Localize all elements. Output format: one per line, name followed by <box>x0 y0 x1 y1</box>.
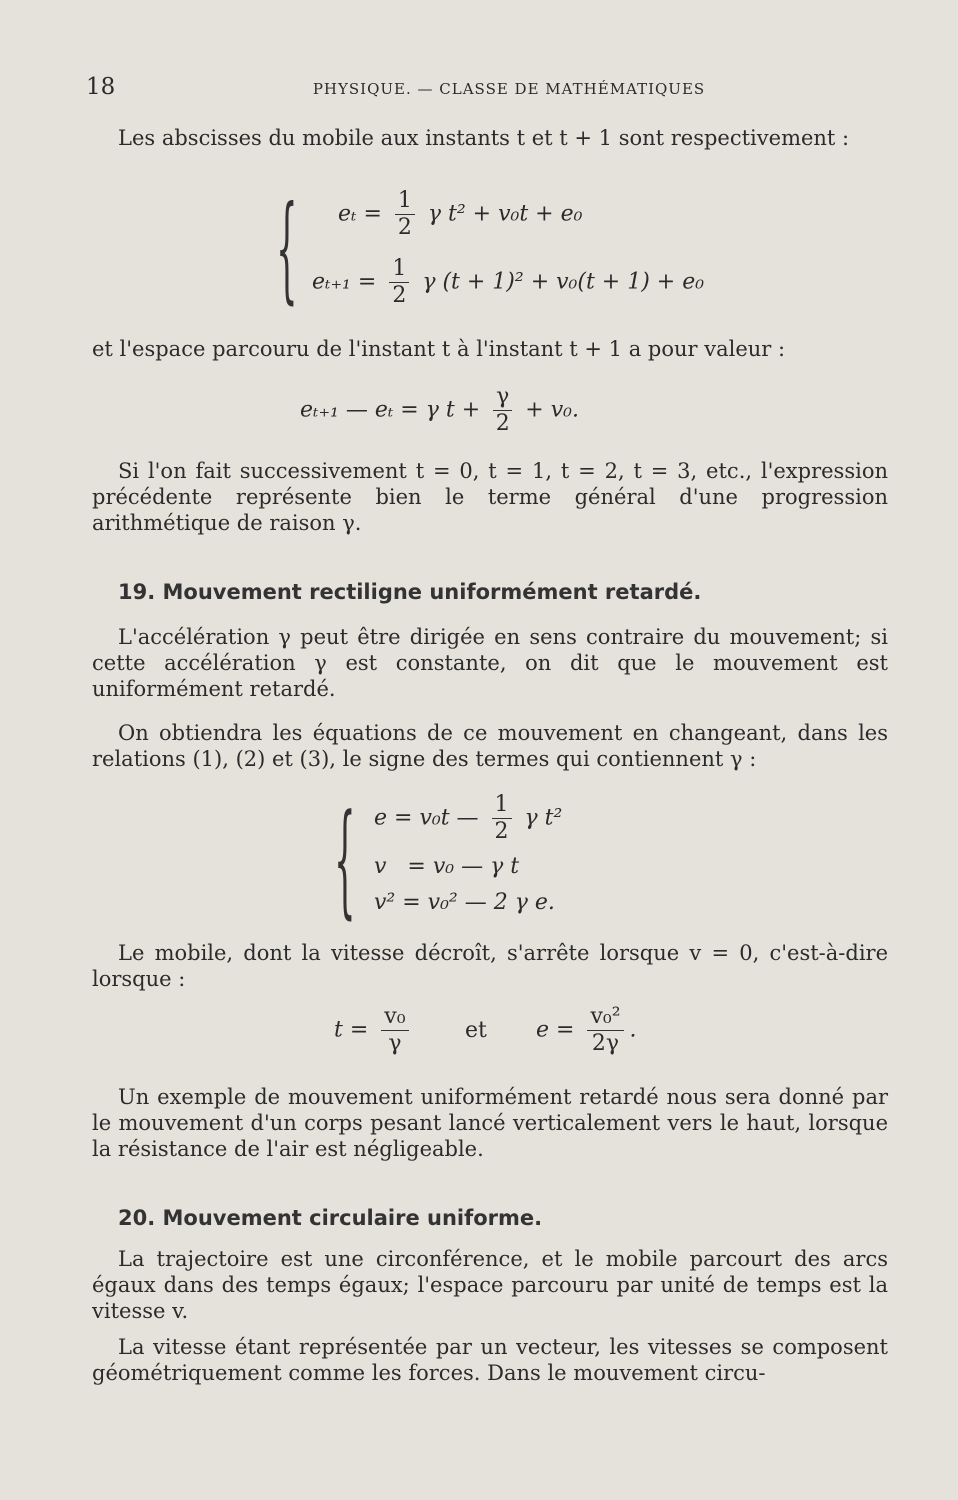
section-20-para-1: La trajectoire est une circonférence, et le mobile parcourt des arcs égaux dans des temps égaux; l'espace parcouru par unité de temps est la vitesse v. <box>92 1247 888 1323</box>
equation-stop-time <box>334 1004 415 1057</box>
stop-e-fraction <box>587 1004 623 1057</box>
section-19-heading: 19. Mouvement rectiligne uniformément retardé. <box>118 580 702 604</box>
equation-stop-distance <box>536 1004 637 1057</box>
eq1-frac-num: 1 <box>395 188 415 215</box>
intro-paragraph: Les abscisses du mobile aux instants t et t + 1 sont respectivement : <box>118 126 850 150</box>
progression-paragraph: Si l'on fait successivement t = 0, t = 1, t = 2, t = 3, etc., l'expression précédente représente bien le terme général d'une progression arithmétique de raison γ. <box>92 459 888 535</box>
stop-t-lhs: t = <box>334 1017 369 1043</box>
diff-frac-den: 2 <box>495 411 510 436</box>
eq2-fraction <box>389 256 409 309</box>
section-19-para-1: L'accélération γ peut être dirigée en sens contraire du mouvement; si cette accélération γ est constante, on dit que le mouvement est uniformément retardé. <box>92 625 888 701</box>
equation-v2-retarded: v² = v₀² — 2 γ e. <box>374 890 555 915</box>
stop-e-den: 2γ <box>591 1031 620 1056</box>
section-20-para-2: La vitesse étant représentée par un vecteur, les vitesses se composent géométriquement comme les forces. Dans le mouvement circu- <box>92 1335 888 1385</box>
sys-eq1-frac-den: 2 <box>494 819 509 844</box>
stop-e-num: v₀² <box>587 1004 623 1031</box>
diff-frac-num: γ <box>493 384 512 411</box>
equation-difference <box>300 384 579 437</box>
equation-et <box>338 188 582 241</box>
eq1-lhs: eₜ = <box>338 201 382 227</box>
section-19-para-2: On obtiendra les équations de ce mouvement en changeant, dans les relations (1), (2) et (3), le signe des termes qui contiennent γ : <box>92 721 888 771</box>
sys-eq1-frac-num: 1 <box>492 792 512 819</box>
diff-rhs: + v₀. <box>525 397 579 423</box>
eq1-frac-den: 2 <box>397 215 412 240</box>
equation-et-plus-1 <box>312 256 704 309</box>
section-20-heading: 20. Mouvement circulaire uniforme. <box>118 1206 543 1230</box>
equation-v-retarded: v = v₀ — γ t <box>374 854 520 879</box>
stop-conjunction: et <box>465 1018 487 1043</box>
eq1-fraction <box>395 188 415 241</box>
diff-fraction <box>493 384 512 437</box>
eq1-rhs: γ t² + v₀t + e₀ <box>427 201 583 227</box>
page-number: 18 <box>86 74 116 100</box>
stop-e-end: . <box>629 1017 637 1043</box>
section-19-para-4: Un exemple de mouvement uniformément retardé nous sera donné par le mouvement d'un corps pesant lancé verticalement vers le haut, lorsque la résistance de l'air est négligeable. <box>92 1085 888 1161</box>
equation-e-retarded <box>374 792 562 845</box>
diff-lhs: eₜ₊₁ — eₜ = γ t + <box>300 397 481 423</box>
space-paragraph: et l'espace parcouru de l'instant t à l'instant t + 1 a pour valeur : <box>92 337 786 361</box>
eq2-rhs: γ (t + 1)² + v₀(t + 1) + e₀ <box>422 269 705 295</box>
section-19-para-3: Le mobile, dont la vitesse décroît, s'arrête lorsque v = 0, c'est-à-dire lorsque : <box>92 941 888 991</box>
eq2-frac-num: 1 <box>389 256 409 283</box>
eq2-lhs: eₜ₊₁ = <box>312 269 377 295</box>
stop-e-lhs: e = <box>536 1017 575 1043</box>
stop-t-den: γ <box>388 1031 402 1056</box>
running-title: PHYSIQUE. — CLASSE DE MATHÉMATIQUES <box>312 80 706 98</box>
eq2-frac-den: 2 <box>392 283 407 308</box>
left-brace-2: { <box>334 790 356 934</box>
sys-eq1-rhs: γ t² <box>524 805 563 831</box>
sys-eq1-lhs: e = v₀t — <box>374 805 479 831</box>
left-brace: { <box>276 182 298 318</box>
stop-t-num: v₀ <box>381 1004 408 1031</box>
sys-eq1-fraction <box>492 792 512 845</box>
stop-t-fraction <box>381 1004 408 1057</box>
